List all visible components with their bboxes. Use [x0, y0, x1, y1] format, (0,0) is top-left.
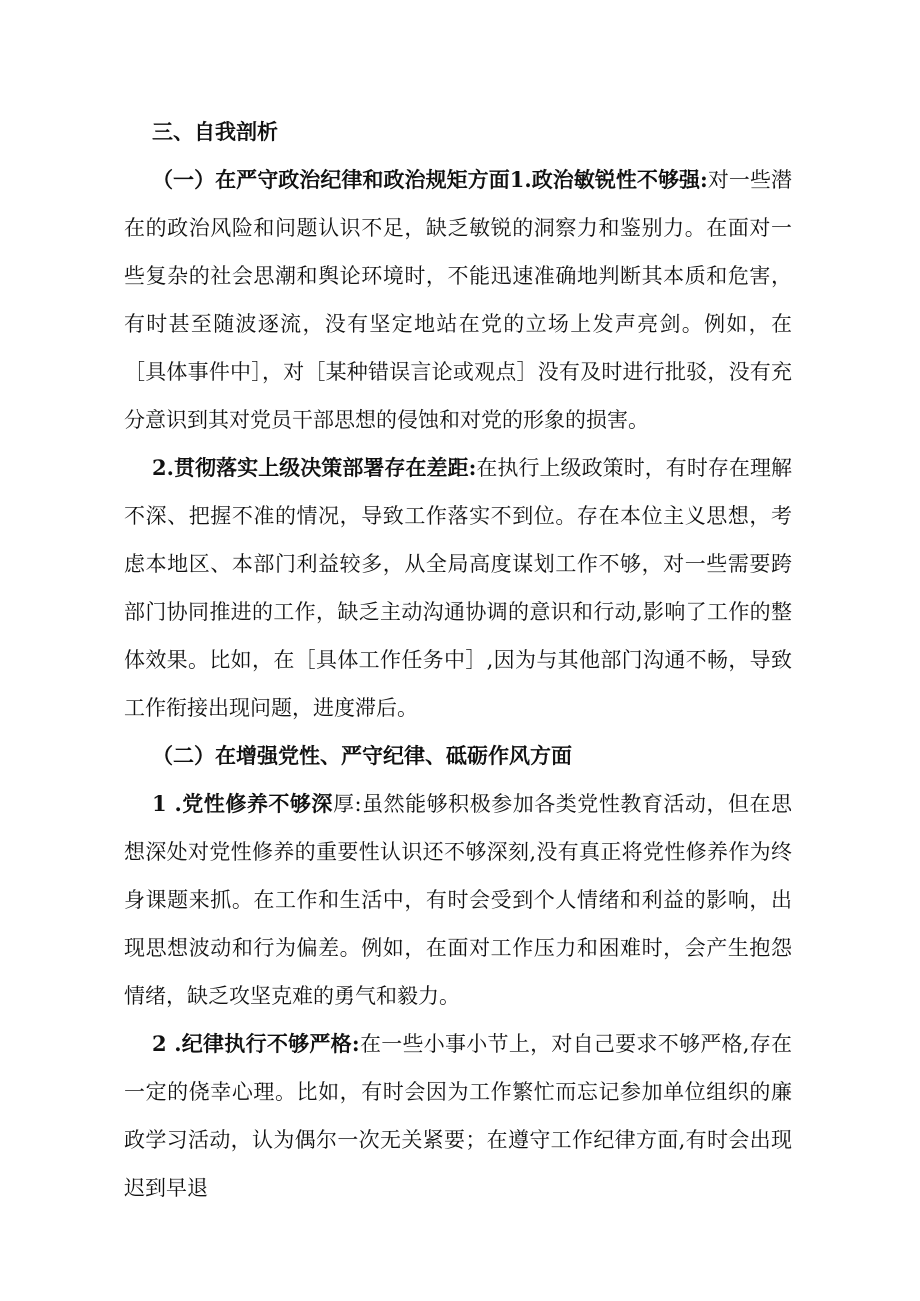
paragraph-lead-bold: 2 .纪律执行不够严格: [152, 1031, 360, 1056]
paragraph-lead-bold: 1 .党性修养不够深 [152, 791, 333, 816]
subsection-title: （二）在增强党性、严守纪律、砥砺作风方面 [152, 743, 572, 768]
paragraph-party-spirit [124, 780, 792, 1020]
paragraph-text: 对一些潜在的政治风险和问题认识不足，缺乏敏锐的洞察力和鉴别力。在面对一些复杂的社会思潮和舆论环境时，不能迅速准确地判断其本质和危害，有时甚至随波逐流，没有坚定地站在党的立场上发声亮剑。例如，在［具体事件中］，对［某种错误言论或观点］没有及时进行批驳，没有充分意识到其对党员干部思想的侵蚀和对党的形象的损害。 [124, 168, 792, 432]
paragraph-text: 厚:虽然能够积极参加各类党性教育活动，但在思想深处对党性修养的重要性认识还不够深刻,没有真正将党性修养作为终身课题来抓。在工作和生活中，有时会受到个人情绪和利益的影响，出现思想波动和行为偏差。例如，在面对工作压力和困难时，会产生抱怨情绪，缺乏攻坚克难的勇气和毅力。 [124, 792, 793, 1008]
paragraph-policy-implementation [124, 444, 792, 732]
paragraph-text: 在一些小事小节上，对自己要求不够严格,存在一定的侥幸心理。比如，有时会因为工作繁忙而忘记参加单位组织的廉政学习活动，认为偶尔一次无关紧要；在遵守工作纪律方面,有时会出现迟到早退 [124, 1032, 792, 1200]
paragraph-political-discipline [124, 156, 792, 444]
paragraph-lead-bold: （一）在严守政治纪律和政治规矩方面1.政治敏锐性不够强: [152, 167, 708, 192]
section-heading: 三、自我剖析 [152, 119, 278, 144]
paragraph-text: 在执行上级政策时，有时存在理解不深、把握不准的情况，导致工作落实不到位。存在本位主义思想，考虑本地区、本部门利益较多，从全局高度谋划工作不够，对一些需要跨部门协同推进的工作，缺乏主动沟通协调的意识和行动,影响了工作的整体效果。比如，在［具体工作任务中］,因为与其他部门沟通不畅，导致工作衔接出现问题，进度滞后。 [124, 456, 792, 720]
paragraph-discipline-execution [124, 1020, 792, 1212]
paragraph-lead-bold: 2.贯彻落实上级决策部署存在差距: [152, 455, 477, 480]
